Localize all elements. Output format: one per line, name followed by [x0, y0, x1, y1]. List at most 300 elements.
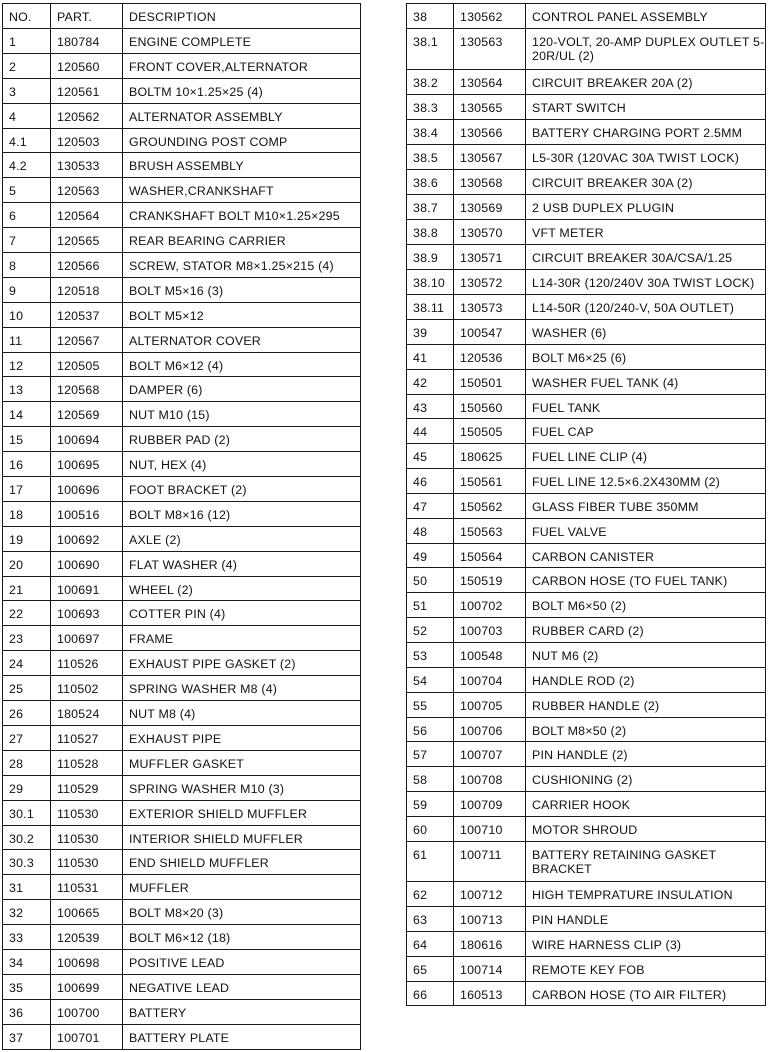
cell-part [51, 377, 123, 402]
description-text: DAMPER (6) [129, 383, 203, 398]
cell-no [407, 618, 454, 643]
part-text: 120562 [57, 109, 100, 124]
cell-part [454, 593, 526, 618]
cell-description [123, 477, 361, 502]
cell-no [3, 277, 51, 302]
description-text: CARBON HOSE (TO FUEL TANK) [532, 574, 728, 589]
cell-no [407, 394, 454, 419]
no-text: 38 [413, 10, 428, 24]
no-text: 33 [9, 931, 24, 946]
cell-part [51, 850, 123, 875]
cell-no [3, 999, 51, 1024]
cell-no [3, 327, 51, 352]
cell-description [123, 925, 361, 950]
table-row [407, 717, 766, 742]
cell-description [123, 551, 361, 576]
description-text: BOLT M6×12 (4) [129, 358, 224, 373]
cell-description [526, 270, 766, 295]
cell-part [51, 253, 123, 278]
description-text: FUEL CAP [532, 425, 594, 440]
cell-description [123, 601, 361, 626]
description-text: DESCRIPTION [129, 10, 216, 24]
cell-no [3, 701, 51, 726]
cell-description [123, 1024, 361, 1049]
table-header-row [3, 4, 361, 29]
cell-no [3, 228, 51, 253]
table-row [3, 128, 361, 153]
table-row [407, 518, 766, 543]
part-text: 120560 [57, 59, 100, 74]
table-row [407, 245, 766, 270]
cell-description [123, 949, 361, 974]
cell-part [51, 999, 123, 1024]
description-text: COTTER PIN (4) [129, 607, 226, 622]
table-row [3, 526, 361, 551]
description-text: BATTERY PLATE [129, 1030, 230, 1045]
no-text: 25 [9, 682, 24, 697]
description-text: NEGATIVE LEAD [129, 980, 230, 995]
part-text: PART. [57, 10, 92, 24]
cell-no [3, 29, 51, 54]
cell-no [3, 427, 51, 452]
cell-description [123, 825, 361, 850]
cell-no [3, 775, 51, 800]
cell-part [51, 53, 123, 78]
cell-no [3, 4, 51, 29]
no-text: 49 [413, 549, 428, 564]
cell-no [3, 925, 51, 950]
cell-description [526, 593, 766, 618]
cell-description [526, 543, 766, 568]
cell-description [526, 742, 766, 767]
cell-part [51, 626, 123, 651]
part-text: 100665 [57, 906, 100, 921]
table-row [407, 444, 766, 469]
cell-no [407, 518, 454, 543]
no-text: 3 [9, 84, 17, 99]
part-text: 130572 [460, 276, 503, 290]
cell-description [123, 203, 361, 228]
cell-no [3, 551, 51, 576]
table-row [3, 153, 361, 178]
description-text: WIRE HARNESS CLIP (3) [532, 937, 682, 952]
description-text: L14-50R (120/240-V, 50A OUTLET) [532, 301, 735, 315]
cell-no [3, 153, 51, 178]
cell-description [526, 981, 766, 1006]
part-text: 100700 [57, 1005, 100, 1020]
cell-no [407, 717, 454, 742]
part-text: 130571 [460, 251, 503, 265]
cell-no [407, 245, 454, 270]
cell-description [123, 651, 361, 676]
no-text: 5 [9, 184, 17, 199]
cell-description [526, 419, 766, 444]
part-text: 100711 [460, 847, 502, 862]
cell-description [526, 618, 766, 643]
part-text: 150564 [460, 549, 503, 564]
table-row [407, 195, 766, 220]
description-text: BOLT M8×16 (12) [129, 507, 231, 522]
table-row [407, 419, 766, 444]
no-text: 61 [413, 847, 428, 862]
no-text: 45 [413, 450, 428, 465]
description-text: EXHAUST PIPE GASKET (2) [129, 657, 296, 672]
description-text: FUEL TANK [532, 400, 601, 415]
no-text: 2 [9, 59, 17, 74]
cell-description [123, 725, 361, 750]
part-text: 180616 [460, 937, 503, 952]
cell-part [454, 518, 526, 543]
no-text: 1 [9, 35, 17, 49]
no-text: 63 [413, 913, 428, 928]
table-row [407, 568, 766, 593]
no-text: 35 [9, 980, 24, 995]
cell-no [3, 477, 51, 502]
no-text: 62 [413, 888, 428, 903]
table-row [407, 70, 766, 95]
part-text: 130563 [460, 35, 503, 49]
description-text: BOLT M8×20 (3) [129, 906, 224, 921]
cell-description [526, 907, 766, 932]
table-row [3, 327, 361, 352]
cell-no [3, 750, 51, 775]
cell-no [3, 178, 51, 203]
cell-no [407, 493, 454, 518]
cell-part [51, 775, 123, 800]
description-text: L14-30R (120/240V 30A TWIST LOCK) [532, 276, 755, 290]
description-text: ENGINE COMPLETE [129, 35, 252, 49]
description-text: HANDLE ROD (2) [532, 673, 635, 688]
cell-description [526, 642, 766, 667]
table-row [407, 29, 766, 70]
description-text: WHEEL (2) [129, 582, 193, 597]
cell-part [51, 477, 123, 502]
cell-part [51, 128, 123, 153]
part-text: 110530 [57, 831, 99, 846]
part-text: 100699 [57, 980, 100, 995]
cell-no [407, 593, 454, 618]
no-text: 53 [413, 648, 428, 663]
table-row [407, 692, 766, 717]
description-text: REAR BEARING CARRIER [129, 234, 286, 249]
no-text: 20 [9, 557, 24, 572]
cell-no [407, 882, 454, 907]
table-row [407, 642, 766, 667]
no-text: 23 [9, 632, 24, 647]
part-text: 100703 [460, 624, 503, 639]
no-text: 27 [9, 731, 24, 746]
description-text: WASHER FUEL TANK (4) [532, 375, 679, 390]
cell-no [407, 4, 454, 29]
table-row [407, 543, 766, 568]
part-text: 110526 [57, 657, 99, 672]
cell-part [454, 931, 526, 956]
no-text: 38.4 [413, 126, 438, 140]
part-text: 100697 [57, 632, 100, 647]
no-text: 8 [9, 259, 17, 274]
part-text: 120536 [460, 350, 503, 365]
table-row [407, 320, 766, 345]
cell-description [123, 427, 361, 452]
part-text: 100707 [460, 748, 503, 763]
part-text: 100696 [57, 483, 100, 498]
cell-no [407, 270, 454, 295]
no-text: 48 [413, 524, 428, 539]
no-text: 52 [413, 624, 428, 639]
table-row [3, 800, 361, 825]
cell-no [3, 850, 51, 875]
table-row [3, 676, 361, 701]
description-text: RUBBER CARD (2) [532, 624, 644, 639]
table-row [3, 452, 361, 477]
cell-description [526, 931, 766, 956]
no-text: 22 [9, 607, 24, 622]
cell-no [407, 295, 454, 320]
cell-no [3, 626, 51, 651]
cell-description [526, 29, 766, 70]
no-text: 47 [413, 499, 428, 514]
no-text: 38.3 [413, 101, 438, 115]
table-row [407, 469, 766, 494]
cell-part [51, 651, 123, 676]
no-text: 44 [413, 425, 428, 440]
table-row [407, 767, 766, 792]
part-text: 120561 [57, 84, 100, 99]
no-text: 14 [9, 408, 24, 423]
cell-part [51, 676, 123, 701]
cell-part [51, 576, 123, 601]
cell-description [123, 103, 361, 128]
table-row [3, 925, 361, 950]
cell-no [3, 452, 51, 477]
cell-description [526, 320, 766, 345]
description-text: FUEL LINE 12.5×6.2X430MM (2) [532, 475, 720, 490]
table-row [3, 78, 361, 103]
no-text: 38.2 [413, 76, 438, 90]
cell-part [454, 956, 526, 981]
cell-part [51, 526, 123, 551]
description-text: CUSHIONING (2) [532, 773, 633, 788]
no-text: 11 [9, 333, 23, 348]
table-row [3, 228, 361, 253]
description-text: RUBBER HANDLE (2) [532, 698, 660, 713]
cell-no [407, 95, 454, 120]
cell-part [454, 907, 526, 932]
no-text: 30.3 [9, 856, 34, 871]
part-text: 110531 [57, 881, 99, 896]
cell-no [3, 974, 51, 999]
table-row [407, 394, 766, 419]
description-text: CARRIER HOOK [532, 798, 631, 813]
no-text: 6 [9, 209, 17, 224]
cell-part [454, 692, 526, 717]
no-text: 58 [413, 773, 428, 788]
part-text: 130573 [460, 301, 503, 315]
description-text: MUFFLER GASKET [129, 756, 245, 771]
cell-description [123, 452, 361, 477]
description-text: PIN HANDLE [532, 913, 609, 928]
cell-no [407, 841, 454, 882]
cell-no [407, 170, 454, 195]
cell-description [526, 145, 766, 170]
description-text: FUEL VALVE [532, 524, 607, 539]
part-text: 130569 [460, 201, 503, 215]
cell-description [123, 153, 361, 178]
description-text: SPRING WASHER M10 (3) [129, 781, 285, 796]
cell-no [3, 302, 51, 327]
table-row [3, 725, 361, 750]
cell-description [123, 900, 361, 925]
cell-part [454, 642, 526, 667]
cell-no [407, 767, 454, 792]
description-text: EXTERIOR SHIELD MUFFLER [129, 806, 308, 821]
description-text: CRANKSHAFT BOLT M10×1.25×295 [129, 209, 340, 224]
no-text: NO. [9, 10, 32, 24]
cell-no [3, 576, 51, 601]
cell-no [407, 220, 454, 245]
cell-part [454, 444, 526, 469]
description-text: POSITIVE LEAD [129, 955, 225, 970]
cell-part [454, 618, 526, 643]
description-text: BRUSH ASSEMBLY [129, 159, 244, 174]
part-text: 100693 [57, 607, 100, 622]
cell-part [51, 825, 123, 850]
cell-no [3, 253, 51, 278]
cell-part [454, 120, 526, 145]
cell-part [454, 792, 526, 817]
table-row [407, 956, 766, 981]
cell-part [51, 875, 123, 900]
table-row [3, 103, 361, 128]
part-text: 120537 [57, 308, 100, 323]
part-text: 100516 [57, 507, 100, 522]
table-row [407, 95, 766, 120]
cell-part [51, 974, 123, 999]
cell-description [526, 120, 766, 145]
cell-part [51, 228, 123, 253]
no-text: 38.11 [413, 301, 445, 315]
description-text: CARBON HOSE (TO AIR FILTER) [532, 987, 727, 1002]
no-text: 28 [9, 756, 24, 771]
no-text: 29 [9, 781, 24, 796]
cell-description [526, 295, 766, 320]
cell-no [407, 642, 454, 667]
description-text: CIRCUIT BREAKER 30A/CSA/1.25 [532, 251, 733, 265]
cell-description [123, 228, 361, 253]
part-text: 130562 [460, 10, 503, 24]
cell-description [123, 78, 361, 103]
part-text: 150561 [460, 475, 503, 490]
cell-part [454, 981, 526, 1006]
cell-no [3, 676, 51, 701]
table-row [407, 593, 766, 618]
cell-no [3, 725, 51, 750]
no-text: 64 [413, 937, 428, 952]
cell-description [123, 327, 361, 352]
table-row [407, 882, 766, 907]
description-text: L5-30R (120VAC 30A TWIST LOCK) [532, 151, 740, 165]
description-text: GLASS FIBER TUBE 350MM [532, 499, 699, 514]
description-text: BOLT M5×16 (3) [129, 283, 224, 298]
cell-description [526, 792, 766, 817]
table-row [3, 601, 361, 626]
cell-part [454, 742, 526, 767]
no-text: 38.10 [413, 276, 446, 290]
cell-description [526, 170, 766, 195]
description-text: FLAT WASHER (4) [129, 557, 238, 572]
table-row [3, 29, 361, 54]
part-text: 130570 [460, 226, 503, 240]
no-text: 31 [9, 881, 24, 896]
part-text: 130565 [460, 101, 503, 115]
part-text: 120567 [57, 333, 100, 348]
no-text: 4 [9, 109, 17, 124]
cell-part [51, 277, 123, 302]
part-text: 100692 [57, 532, 100, 547]
description-text: BATTERY [129, 1005, 187, 1020]
table-row [407, 981, 766, 1006]
cell-no [3, 875, 51, 900]
no-text: 38.9 [413, 251, 438, 265]
table-row [3, 253, 361, 278]
description-text: HIGH TEMPRATURE INSULATION [532, 888, 733, 903]
table-row [3, 626, 361, 651]
no-text: 4.2 [9, 159, 27, 174]
table-row [3, 999, 361, 1024]
cell-part [454, 493, 526, 518]
cell-description [123, 128, 361, 153]
cell-description [123, 999, 361, 1024]
no-text: 15 [9, 433, 24, 448]
table-row [407, 907, 766, 932]
part-text: 130568 [460, 176, 503, 190]
cell-description [526, 245, 766, 270]
part-text: 100701 [57, 1030, 100, 1045]
description-text: BATTERY CHARGING PORT 2.5MM [532, 126, 743, 140]
part-text: 120539 [57, 931, 100, 946]
no-text: 56 [413, 723, 428, 738]
table-row [407, 493, 766, 518]
no-text: 7 [9, 234, 17, 249]
description-text: RUBBER PAD (2) [129, 433, 231, 448]
cell-description [123, 701, 361, 726]
cell-description [123, 576, 361, 601]
description-text: BOLT M6×50 (2) [532, 599, 627, 614]
cell-no [407, 907, 454, 932]
no-text: 43 [413, 400, 428, 415]
table-row [3, 974, 361, 999]
part-text: 180784 [57, 35, 100, 49]
table-row [3, 277, 361, 302]
table-row [407, 931, 766, 956]
cell-no [3, 651, 51, 676]
description-text: BOLTM 10×1.25×25 (4) [129, 84, 263, 99]
cell-part [51, 551, 123, 576]
table-row [3, 352, 361, 377]
no-text: 38.5 [413, 151, 438, 165]
cell-no [407, 981, 454, 1006]
cell-part [51, 427, 123, 452]
no-text: 18 [9, 507, 24, 522]
part-text: 120566 [57, 259, 100, 274]
cell-part [51, 203, 123, 228]
cell-no [3, 78, 51, 103]
table-row [407, 618, 766, 643]
cell-description [526, 70, 766, 95]
cell-no [3, 825, 51, 850]
table-row [3, 750, 361, 775]
cell-part [51, 103, 123, 128]
